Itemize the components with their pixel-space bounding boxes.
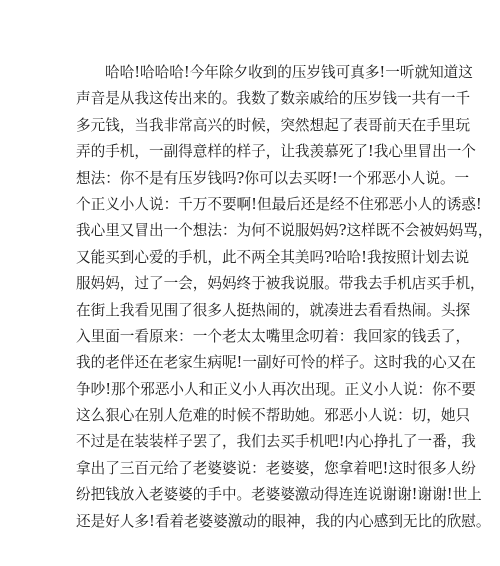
essay-line-5: 想法：你不是有压岁钱吗?你可以去买呀!一个邪恶小人说。一	[76, 169, 470, 187]
essay-line-7: 我心里又冒出一个想法：为何不说服妈妈?这样既不会被妈妈骂，	[76, 222, 493, 240]
essay-paragraph	[76, 60, 493, 535]
essay-line-2: 声音是从我这传出来的。我数了数亲戚给的压岁钱一共有一千	[76, 90, 471, 108]
essay-line-4: 弄的手机，一副得意样的样子，让我羡慕死了!我心里冒出一个	[76, 143, 476, 161]
essay-line-3: 多元钱，当我非常高兴的时候，突然想起了表哥前天在手里玩	[76, 116, 471, 134]
essay-line-1: 哈哈!哈哈哈!今年除夕收到的压岁钱可真多!一听就知道这	[105, 64, 473, 81]
essay-line-16: 拿出了三百元给了老婆婆说：老婆婆，您拿着吧!这时很多人纷	[76, 459, 476, 477]
essay-line-10: 在街上我看见围了很多人挺热闹的，就凑进去看看热闹。头探	[76, 301, 471, 319]
essay-line-8: 又能买到心爱的手机，此不两全其美吗?哈哈!我按照计划去说	[76, 248, 470, 266]
essay-line-9: 服妈妈，过了一会，妈妈终于被我说服。带我去手机店买手机，	[76, 275, 485, 293]
essay-line-15: 不过是在装装样子罢了，我们去买手机吧!内心挣扎了一番，我	[76, 433, 476, 451]
essay-line-17: 纷把钱放入老婆婆的手中。老婆婆激动得连连说谢谢!谢谢!世上	[76, 486, 482, 504]
essay-line-14: 这么狠心在别人危难的时候不帮助她。邪恶小人说：切，她只	[76, 407, 471, 425]
essay-line-6: 个正义小人说：千万不要啊!但最后还是经不住邪恶小人的诱惑!	[76, 195, 482, 213]
essay-line-13: 争吵!那个邪恶小人和正义小人再次出现。正义小人说：你不要	[76, 380, 476, 398]
essay-line-18: 还是好人多!看着老婆婆激动的眼神，我的内心感到无比的欣慰。	[76, 512, 491, 530]
essay-line-12: 我的老伴还在老家生病呢!一副好可怜的样子。这时我的心又在	[76, 354, 476, 372]
essay-line-11: 入里面一看原来：一个老太太嘴里念叨着：我回家的钱丢了，	[76, 327, 471, 345]
